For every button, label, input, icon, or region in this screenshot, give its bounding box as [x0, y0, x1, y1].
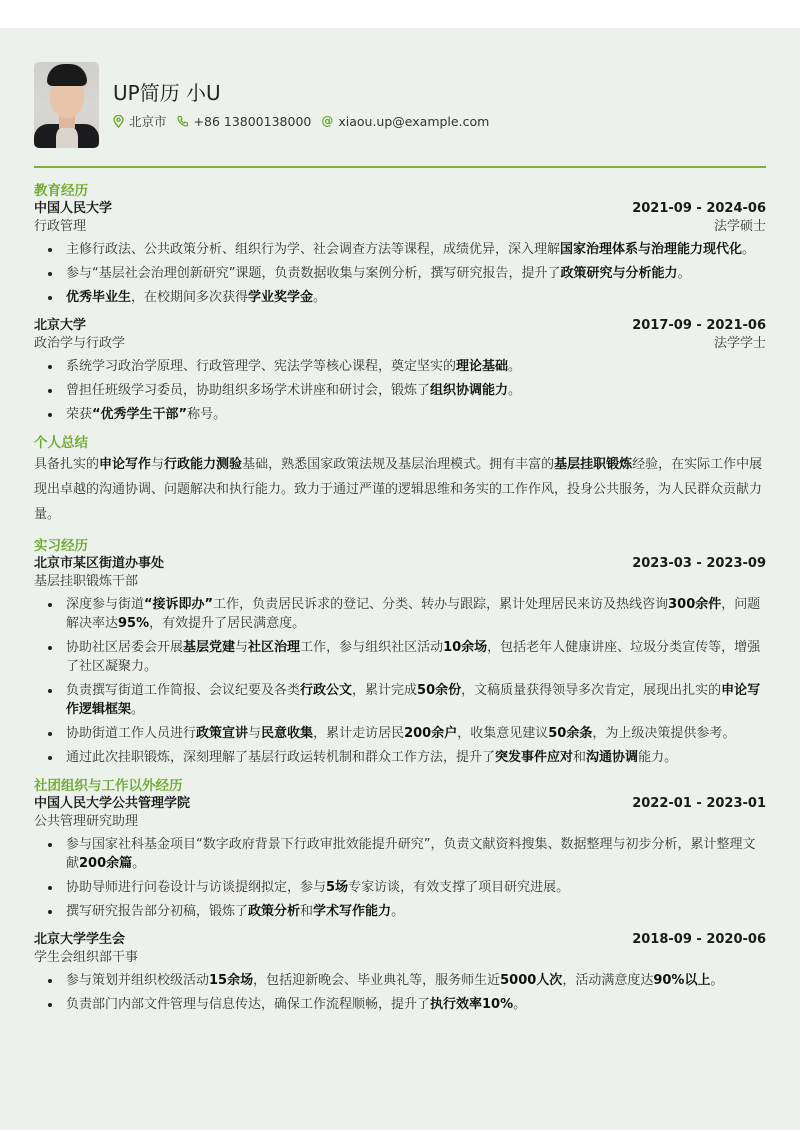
entry-header: [34, 795, 766, 813]
text-run: 协助街道工作人员进行: [66, 726, 197, 741]
text-run: 与: [151, 457, 165, 472]
text-run: 深度参与街道: [66, 597, 145, 612]
text-run: 负责部门内部文件管理与信息传达，确保工作流程顺畅，提升了: [66, 997, 431, 1012]
text-run: ，包括迎新晚会、毕业典礼等，服务师生近: [253, 973, 501, 988]
bold-text: 学业奖学金: [248, 290, 314, 305]
bold-text: 优秀毕业生: [66, 290, 132, 305]
text-run: 专家访谈，有效支撑了项目研究进展。: [348, 880, 570, 895]
bold-text: 200余篇: [79, 856, 133, 871]
text-run: ，包括老年人健康讲座、垃圾分类宣传等，增强了社区凝聚力。: [66, 640, 761, 674]
bold-text: 申论写作逻辑框架: [66, 683, 761, 717]
text-run: 工作，负责居民诉求的登记、分类、转办与跟踪，累计处理居民来访及热线咨询: [213, 597, 669, 612]
text-run: 协助导师进行问卷设计与访谈提纲拟定，参与: [66, 880, 327, 895]
date-range: 2021-09 - 2024-06: [632, 201, 766, 216]
text-run: 经验，在实际工作中展现出卓越的沟通协调、问题解决和执行能力。致力于通过严谨的逻辑思维和务实的工作作风，投身公共服务，为人民群众贡献力量。: [34, 457, 763, 522]
bold-text: 90%以上: [653, 973, 711, 988]
phone-icon: [177, 115, 189, 127]
entry-subheader: [34, 335, 766, 353]
organization-name: 北京大学: [34, 318, 87, 333]
contact-info: [113, 112, 499, 130]
text-run: 。: [131, 702, 145, 717]
bullet-item: [62, 595, 766, 633]
text-run: 具备扎实的: [34, 457, 100, 472]
bold-text: 执行效率10%: [430, 997, 514, 1012]
text-run: 。: [710, 973, 724, 988]
bold-text: 突发事件应对: [495, 750, 574, 765]
summary-text: [34, 452, 766, 527]
bullet-item: [62, 902, 766, 921]
date-range: 2022-01 - 2023-01: [632, 796, 766, 811]
degree: 法学硕士: [713, 219, 766, 234]
bullet-item: [62, 835, 766, 873]
text-run: 与: [235, 640, 249, 655]
bold-text: 学术写作能力: [313, 904, 392, 919]
text-run: ，累计走访居民: [313, 726, 405, 741]
text-run: 撰写研究报告部分初稿，锻炼了: [66, 904, 249, 919]
bold-text: 组织协调能力: [430, 383, 509, 398]
bold-text: “优秀学生干部”: [92, 407, 188, 422]
at-icon: @: [321, 114, 334, 128]
internship-section: [34, 555, 766, 767]
bullet-list: [34, 835, 766, 921]
bullet-item: [62, 240, 766, 259]
text-run: 主修行政法、公共政策分析、组织行为学、社会调查方法等课程，成绩优异，深入理解: [66, 242, 561, 257]
bold-text: 基层党建: [183, 640, 236, 655]
bold-text: 民意收集: [261, 726, 314, 741]
bullet-item: [62, 288, 766, 307]
bullet-item: [62, 971, 766, 990]
bold-text: 政策宣讲: [196, 726, 249, 741]
text-run: ，文稿质量获得领导多次肯定，展现出扎实的: [461, 683, 722, 698]
entry-header: [34, 931, 766, 949]
email-text[interactable]: xiaou.up@example.com: [338, 113, 490, 129]
text-run: 通过此次挂职锻炼，深刻理解了基层行政运转机制和群众工作方法，提升了: [66, 750, 496, 765]
bold-text: 300余件: [668, 597, 722, 612]
entry-subheader: [34, 573, 766, 591]
experience-entry: [34, 931, 766, 1014]
entry-subheader: [34, 218, 766, 236]
bold-text: 政策研究与分析能力: [560, 266, 678, 281]
phone-text: +86 13800138000: [193, 113, 312, 129]
role-or-major: 行政管理: [34, 219, 87, 234]
entry-subheader: [34, 813, 766, 831]
section-title-education: 教育经历: [34, 183, 88, 199]
role-or-major: 政治学与行政学: [34, 336, 126, 351]
contact-phone: [177, 114, 312, 129]
candidate-name: UP简历 小U: [113, 81, 221, 105]
text-run: 。: [391, 904, 405, 919]
bullet-item: [62, 357, 766, 376]
text-run: ，活动满意度达: [562, 973, 654, 988]
text-run: 参与国家社科基金项目“数字政府背景下行政审批效能提升研究”，负责文献资料搜集、数据整理与初步分析，累计整理文献: [66, 837, 756, 871]
bold-text: 10余场: [443, 640, 488, 655]
bullet-item: [62, 878, 766, 897]
experience-entry: [34, 317, 766, 424]
contact-email[interactable]: [321, 114, 489, 129]
text-run: 。: [513, 997, 527, 1012]
text-run: 荣获: [66, 407, 93, 422]
organization-name: 北京市某区街道办事处: [34, 556, 165, 571]
experience-entry: [34, 795, 766, 921]
text-run: 。: [313, 290, 327, 305]
bullet-list: [34, 357, 766, 424]
bold-text: 理论基础: [456, 359, 509, 374]
text-run: 负责撰写街道工作简报、会议纪要及各类: [66, 683, 301, 698]
text-run: 。: [742, 242, 756, 257]
text-run: 称号。: [187, 407, 227, 422]
text-run: 和: [573, 750, 587, 765]
bold-text: 沟通协调: [586, 750, 639, 765]
bold-text: 申论写作: [99, 457, 152, 472]
date-range: 2018-09 - 2020-06: [632, 932, 766, 947]
section-title-summary: 个人总结: [34, 435, 88, 451]
bold-text: 政策分析: [248, 904, 301, 919]
bold-text: 行政公文: [300, 683, 353, 698]
entry-header: [34, 555, 766, 573]
text-run: 工作，参与组织社区活动: [300, 640, 444, 655]
bullet-item: [62, 724, 766, 743]
bullet-list: [34, 240, 766, 307]
role-or-major: 学生会组织部干事: [34, 950, 139, 965]
date-range: 2023-03 - 2023-09: [632, 556, 766, 571]
bullet-item: [62, 748, 766, 767]
section-title-internship: 实习经历: [34, 538, 88, 554]
date-range: 2017-09 - 2021-06: [632, 318, 766, 333]
text-run: 参与策划并组织校级活动: [66, 973, 210, 988]
contact-location: [113, 112, 167, 130]
bold-text: 95%: [118, 616, 150, 631]
map-pin-icon: [113, 115, 124, 128]
top-band: [0, 0, 800, 28]
text-run: 参与“基层社会治理创新研究”课题，负责数据收集与案例分析，撰写研究报告，提升了: [66, 266, 561, 281]
text-run: 与: [248, 726, 262, 741]
header-divider: [34, 166, 766, 168]
organization-name: 中国人民大学公共管理学院: [34, 796, 191, 811]
text-run: ，有效提升了居民满意度。: [149, 616, 306, 631]
text-run: 。: [677, 266, 691, 281]
location-text: 北京市: [129, 114, 167, 129]
text-run: 。: [132, 856, 146, 871]
bold-text: 国家治理体系与治理能力现代化: [560, 242, 743, 257]
section-title-activities: 社团组织与工作以外经历: [34, 778, 183, 794]
text-run: ，为上级决策提供参考。: [592, 726, 736, 741]
bullet-item: [62, 264, 766, 283]
bold-text: 15余场: [209, 973, 254, 988]
bold-text: 行政能力测验: [164, 457, 243, 472]
experience-entry: [34, 200, 766, 307]
bullet-item: [62, 681, 766, 719]
text-run: 曾担任班级学习委员，协助组织多场学术讲座和研讨会，锻炼了: [66, 383, 431, 398]
bullet-item: [62, 638, 766, 676]
text-run: ，在校期间多次获得: [131, 290, 249, 305]
resume-header: [34, 28, 766, 148]
bullet-list: [34, 595, 766, 767]
role-or-major: 公共管理研究助理: [34, 814, 139, 829]
education-section: [34, 200, 766, 424]
bullet-list: [34, 971, 766, 1014]
text-run: 能力。: [638, 750, 678, 765]
bold-text: “接诉即办”: [144, 597, 214, 612]
text-run: ，收集意见建议: [457, 726, 549, 741]
profile-photo: [34, 62, 99, 148]
bold-text: 200余户: [404, 726, 458, 741]
bold-text: 社区治理: [248, 640, 301, 655]
activities-section: [34, 795, 766, 1014]
bold-text: 5000人次: [500, 973, 563, 988]
entry-subheader: [34, 949, 766, 967]
bold-text: 50余份: [417, 683, 462, 698]
text-run: 基础，熟悉国家政策法规及基层治理模式。拥有丰富的: [242, 457, 555, 472]
organization-name: 北京大学学生会: [34, 932, 126, 947]
bold-text: 基层挂职锻炼: [554, 457, 633, 472]
role-or-major: 基层挂职锻炼干部: [34, 574, 139, 589]
text-run: 协助社区居委会开展: [66, 640, 184, 655]
bullet-item: [62, 405, 766, 424]
text-run: 和: [300, 904, 314, 919]
degree: 法学学士: [713, 336, 766, 351]
bullet-item: [62, 381, 766, 400]
text-run: ，累计完成: [352, 683, 418, 698]
text-run: 系统学习政治学原理、行政管理学、宪法学等核心课程，奠定坚实的: [66, 359, 457, 374]
bold-text: 5场: [326, 880, 349, 895]
text-run: 。: [508, 383, 522, 398]
entry-header: [34, 200, 766, 218]
text-run: ，问题解决率达: [66, 597, 761, 631]
experience-entry: [34, 555, 766, 767]
entry-header: [34, 317, 766, 335]
organization-name: 中国人民大学: [34, 201, 113, 216]
bold-text: 50余条: [548, 726, 593, 741]
text-run: 。: [508, 359, 522, 374]
resume-page: [0, 28, 800, 1130]
bullet-item: [62, 995, 766, 1014]
